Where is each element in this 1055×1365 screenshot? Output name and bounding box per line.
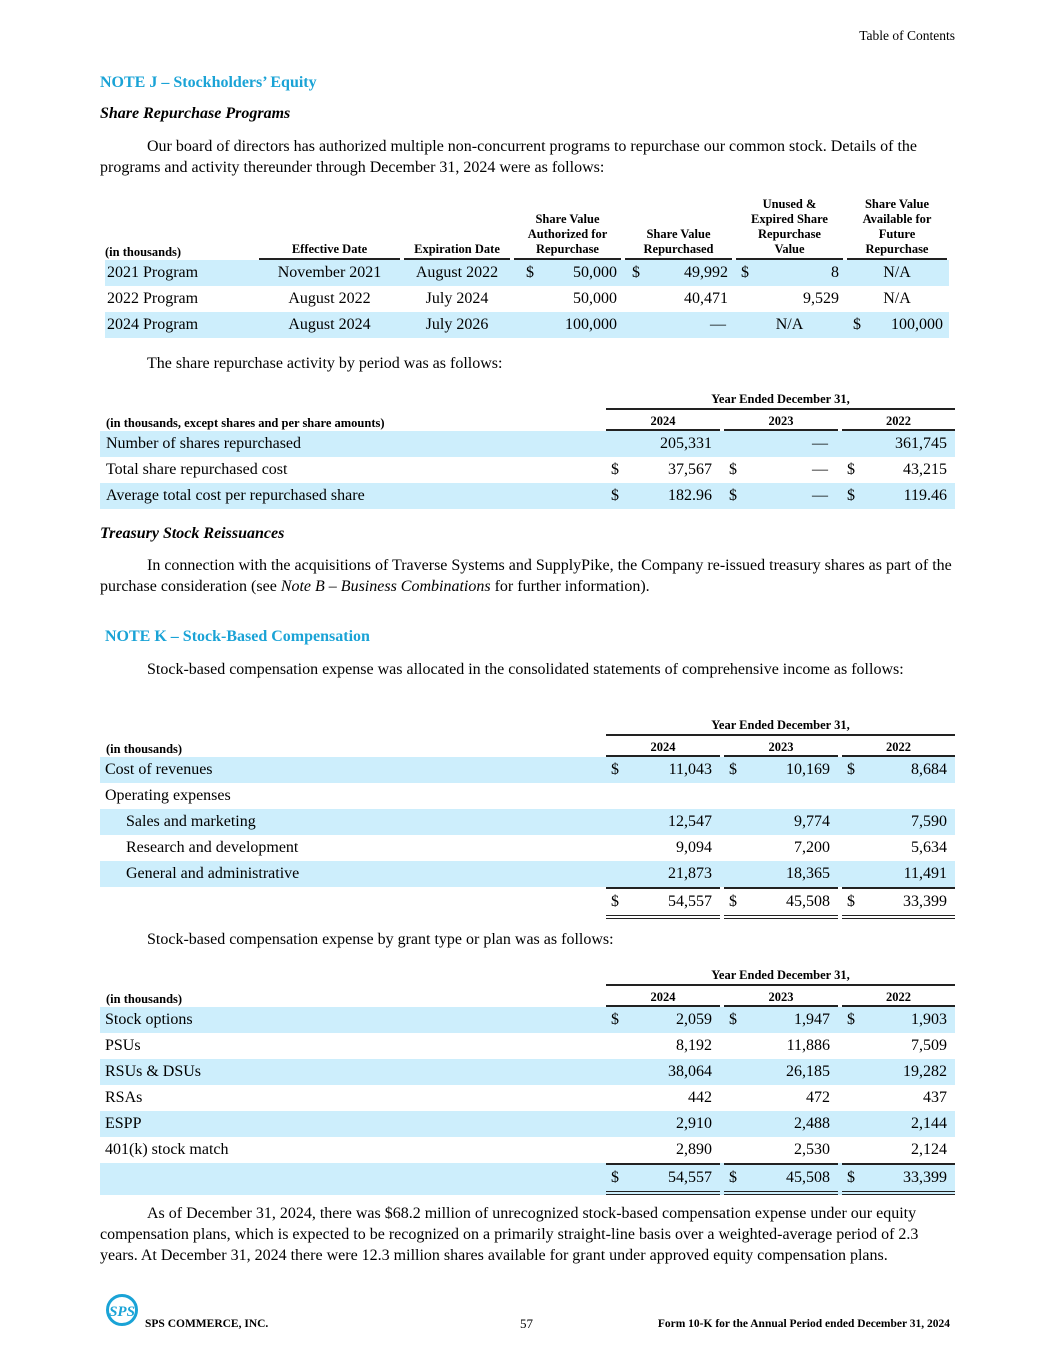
table-row: Total share repurchased cost $ 37,567 $ — $ 43,215	[106, 461, 947, 478]
note-j-title: NOTE J – Stockholders’ Equity	[100, 74, 317, 91]
label-header: (in thousands, except shares and per share amounts)	[106, 416, 385, 430]
treasury-heading: Treasury Stock Reissuances	[100, 525, 285, 542]
col-header-unused-expired: Unused & Expired Share Repurchase Value	[734, 194, 845, 260]
note-b-reference: Note B – Business Combinations	[280, 578, 491, 595]
col-header-available: Share Value Available for Future Repurchase	[845, 194, 949, 260]
year-header-2022: 2022	[842, 736, 955, 757]
page-number: 57	[520, 1316, 533, 1331]
col-header-expiration-date: Expiration Date	[402, 194, 512, 260]
table-row: General and administrative 21,873 18,365 11,491	[100, 861, 955, 887]
period-header: Year Ended December 31,	[606, 390, 955, 410]
activity-intro: The share repurchase activity by period was as follows:	[147, 355, 503, 372]
grant-intro: Stock-based compensation expense by grant type or plan was as follows:	[147, 931, 614, 948]
col-header-repurchased: Share Value Repurchased	[623, 194, 734, 260]
footer-company-name: SPS COMMERCE, INC.	[145, 1318, 269, 1330]
year-header-2022: 2022	[842, 986, 955, 1007]
year-header-2024: 2024	[606, 986, 720, 1007]
table-row: 2024 Program August 2024 July 2026 100,000 — N/A $ 100,000	[105, 312, 949, 338]
year-header-2023: 2023	[724, 736, 838, 757]
period-header: Year Ended December 31,	[606, 716, 955, 736]
table-row: Cost of revenues $ 11,043 $ 10,169 $ 8,684	[100, 757, 955, 783]
table-row: 2021 Program November 2021 August 2022 $ 50,000 $ 49,992 $ 8 N/A	[105, 260, 949, 286]
col-header-effective-date: Effective Date	[257, 194, 402, 260]
closing-paragraph: As of December 31, 2024, there was $68.2 million of unrecognized stock-based compensation expense under our equity compensation plans, which is expected to be recognized on a primarily straight-line basis over a weighted-average period of 2.3 years. At December 31, 2024 there were 12.3 million shares available for grant under approved equity compensation plans.	[100, 1205, 919, 1264]
sbc-by-grant-type-table	[100, 966, 955, 1195]
table-row: 2022 Program August 2022 July 2024 50,000 40,471 9,529 N/A	[107, 290, 911, 307]
table-row: ESPP 2,910 2,488 2,144	[100, 1111, 955, 1137]
table-row: 401(k) stock match 2,890 2,530 2,124	[105, 1141, 947, 1158]
treasury-paragraph: In connection with the acquisitions of Traverse Systems and SupplyPike, the Company re-issued treasury shares as part of the purchase consideration (see Note B – Business Combinations for further information).	[100, 557, 952, 595]
share-repurchase-heading: Share Repurchase Programs	[100, 105, 291, 122]
col-header-in-thousands: (in thousands)	[105, 245, 182, 259]
table-row: Operating expenses	[105, 787, 231, 804]
table-of-contents-link[interactable]: Table of Contents	[859, 28, 955, 43]
year-header-2022: 2022	[842, 410, 955, 431]
label-header: (in thousands)	[106, 742, 183, 756]
repurchase-activity-table	[100, 390, 955, 509]
footer-form-text: Form 10-K for the Annual Period ended December 31, 2024	[657, 1318, 950, 1330]
table-row: Stock options $ 2,059 $ 1,947 $ 1,903	[100, 1007, 955, 1033]
table-row: RSAs 442 472 437	[105, 1089, 947, 1106]
year-header-2024: 2024	[606, 410, 720, 431]
sps-logo-icon	[105, 1293, 141, 1327]
table-row: RSUs & DSUs 38,064 26,185 19,282	[100, 1059, 955, 1085]
sbc-allocation-table	[100, 716, 955, 919]
year-header-2023: 2023	[724, 986, 838, 1007]
table-row: Sales and marketing 12,547 9,774 7,590	[100, 809, 955, 835]
col-header-authorized: Share Value Authorized for Repurchase	[512, 194, 623, 260]
label-header: (in thousands)	[106, 992, 183, 1006]
year-header-2023: 2023	[724, 410, 838, 431]
total-row: $ 54,557 $ 45,508 $ 33,399	[100, 1163, 955, 1195]
svg-text:SPS: SPS	[109, 1304, 135, 1320]
table-row: Number of shares repurchased 205,331 — 361,745	[100, 431, 955, 457]
total-row: $ 54,557 $ 45,508 $ 33,399	[100, 887, 955, 919]
table-row: PSUs 8,192 11,886 7,509	[105, 1037, 947, 1054]
share-repurchase-intro: Our board of directors has authorized multiple non-concurrent programs to repurchase our common stock. Details of the programs and activity thereunder through December 31, 2024 were as follows:	[100, 138, 917, 176]
allocation-intro: Stock-based compensation expense was allocated in the consolidated statements of comprehensive income as follows:	[147, 661, 904, 678]
table-row: Average total cost per repurchased share $ 182.96 $ — $ 119.46	[100, 483, 955, 509]
year-header-2024: 2024	[606, 736, 720, 757]
note-k-title: NOTE K – Stock-Based Compensation	[105, 628, 370, 645]
repurchase-programs-table	[105, 194, 949, 338]
period-header: Year Ended December 31,	[606, 966, 955, 986]
table-row: Research and development 9,094 7,200 5,634	[126, 839, 947, 856]
